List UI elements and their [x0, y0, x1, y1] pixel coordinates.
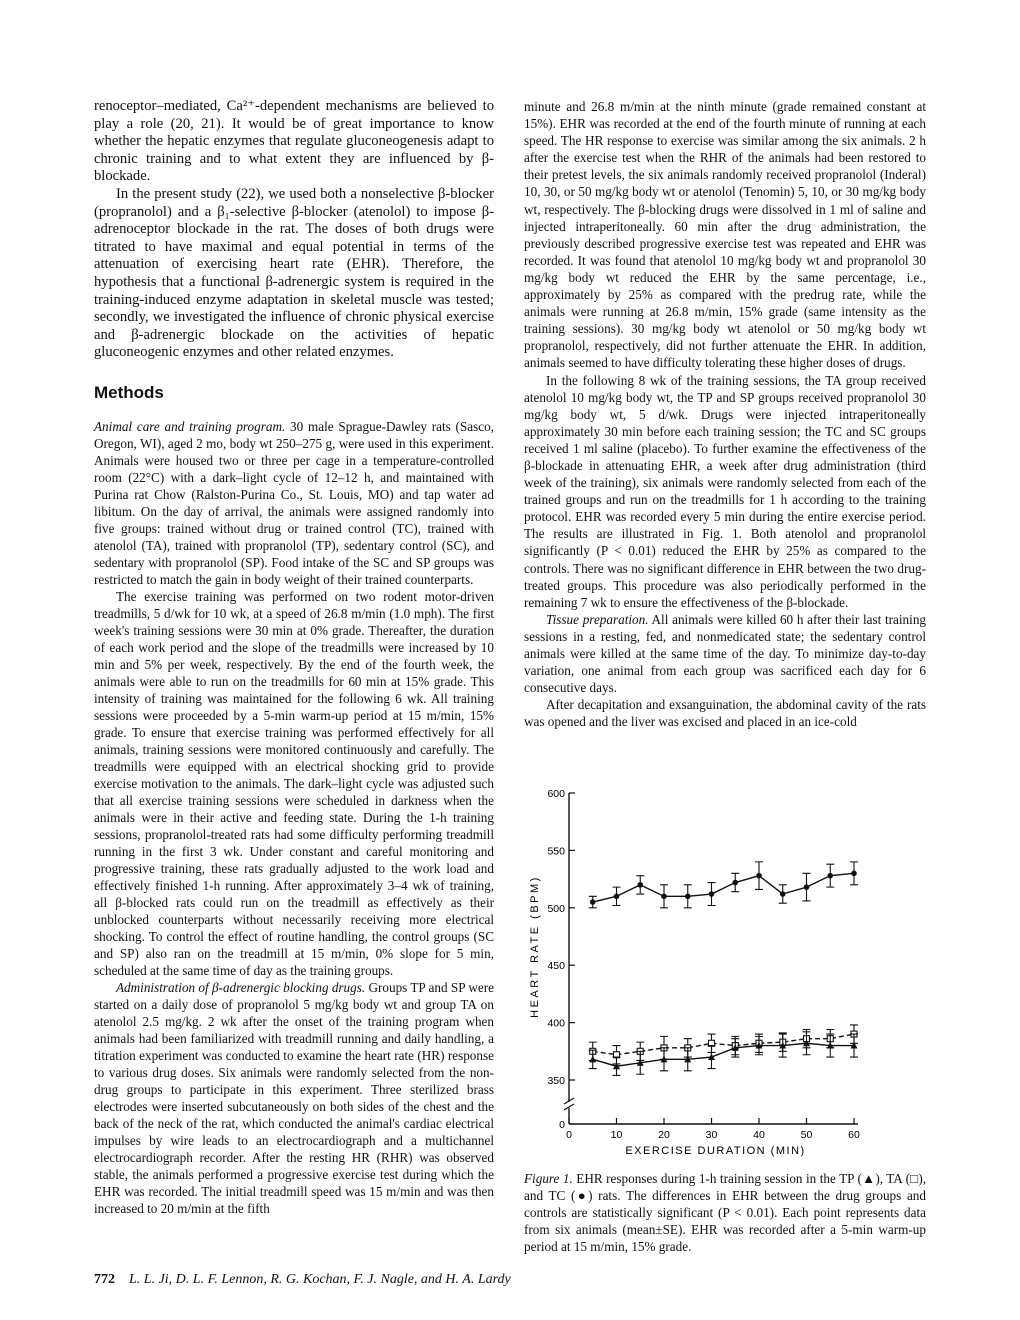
x-tick-label: 60: [848, 1129, 860, 1141]
x-tick-label: 50: [800, 1129, 813, 1141]
y-axis-label: HEART RATE (BPM): [529, 875, 541, 1018]
tissue-body: All animals were killed 60 h after their last training sessions in a resting, fed, and nonmedicated state; the sedentary control animals were killed at the same time of the day. To minimize day-to-day variation, one animal from each group was sacrificed each day for 6 consecutive days.: [524, 611, 927, 696]
admin-runhead: Administration of β-adrenergic blocking drugs.: [116, 979, 366, 995]
right-column: [524, 98, 926, 730]
right-paragraph-1: minute and 26.8 m/min at the ninth minute (grade remained constant at 15%). EHR was recorded at the end of the fourth minute of running at each speed. The HR response to exercise was similar among the six animals. 2 h after the exercise test when the RHR of the animals had been restored to their pretest levels, the six animals randomly received propranolol (Inderal) 10, 30, or 50 mg/kg body wt or atenolol (Tenomin) 5, 10, or 30 mg/kg body wt, respectively. The β-blocking drugs were dissolved in 1 ml of saline and injected intraperitoneally. 60 min after the drug administration, the previously described progressive exercise test was repeated and EHR was recorded. It was found that atenolol 10 mg/kg body wt and propranolol 30 mg/kg body wt reduced the EHR by the same percentage, i.e., approximately by 25% as compared with the predrug rate, while the animals were running at 26.8 m/min, 15% grade (same intensity as the training sessions). 30 mg/kg body wt atenolol or 50 mg/kg body wt propranolol, respectively, did not further attenuate the EHR. In addition, animals seemed to have difficulty tolerating these higher doses of drugs.: [524, 99, 926, 371]
right-paragraph-2: In the following 8 wk of the training sessions, the TA group received atenolol 10 mg/kg body wt, the TP and SP groups received propranolol 30 mg/kg body wt, 5 d/wk. Drugs were injected intraperitoneally approximately 30 min before each training session; the TC and SC groups received 1 ml saline (placebo). To further examine the effectiveness of the β-blockade in attenuating EHR, a week after drug administration (third week of the training), six animals were randomly selected from each of the trained groups and run on the treadmills for 1 h according to the training protocol. EHR was recorded every 5 min during the entire exercise period. The results are illustrated in Fig. 1. Both atenolol and propranolol significantly (P < 0.01) reduced the EHR by 25% as compared to the controls. There was no significant difference in EHR between the two drug-treated groups. This procedure was also periodically performed in the remaining 7 wk to ensure the effectiveness of the β-blockade.: [524, 372, 926, 610]
tissue-paragraph: [524, 611, 926, 696]
y-tick-label: 550: [547, 845, 565, 858]
data-point-tc: [827, 873, 833, 879]
animal-care-runhead: Animal care and training program.: [94, 418, 286, 434]
left-column: [94, 98, 494, 1217]
data-point-tc: [709, 891, 715, 897]
y-tick-label: 350: [547, 1075, 565, 1087]
animal-care-body: 30 male Sprague-Dawley rats (Sasco, Oregon, WI), aged 2 mo, body wt 250–275 g, were used in this experiment. Animals were housed two or three per cage in a temperature-controlled room (22°C) with a dark–light cycle of 12–12 h, and maintained with Purina rat Chow (Ralston-Purina Co., St. Louis, MO) and tap water ad libitum. On the day of arrival, the animals were assigned randomly into five groups: trained without drug or trained control (TC), trained with atenolol (TA), trained with propranolol (TP), sedentary control (SC), and sedentary with propranolol (SP). Food intake of the SC and SP groups was restricted to match the gain in body weight of their trained counterparts.: [94, 418, 494, 587]
data-point-tc: [756, 873, 762, 879]
x-tick-label: 10: [610, 1129, 623, 1141]
caption-label: Figure 1.: [524, 1171, 573, 1186]
figure-1: [524, 780, 926, 1170]
data-point-tc: [851, 871, 857, 877]
y-tick-label: 0: [559, 1119, 565, 1131]
page-number: 772: [94, 1272, 115, 1287]
data-point-tc: [637, 882, 643, 888]
data-point-tc: [780, 891, 786, 897]
series-line-tp: [593, 1043, 854, 1066]
series-line-tc: [593, 873, 854, 902]
x-tick-label: 20: [658, 1129, 670, 1141]
animal-care-paragraph: [94, 418, 494, 588]
footer-authors: L. L. Ji, D. L. F. Lennon, R. G. Kochan, F. J. Nagle, and H. A. Lardy: [129, 1272, 511, 1287]
data-point-tc: [590, 899, 596, 905]
tissue-runhead: Tissue preparation.: [546, 611, 649, 627]
figure-caption: [524, 1170, 926, 1255]
right-paragraph-4: After decapitation and exsanguination, the abdominal cavity of the rats was opened and the liver was excised and placed in an ice-cold: [524, 697, 926, 730]
data-point-tc: [661, 894, 667, 900]
y-tick-label: 500: [547, 902, 565, 915]
caption-text: EHR responses during 1-h training session in the TP (▲), TA (□), and TC (●) rats. The differences in EHR between the drug groups and controls are statistically significant (P < 0.01). Each point represents data from six animals (mean±SE). EHR was recorded after a 5-min warm-up period at 15 m/min, 15% grade.: [524, 1171, 927, 1254]
data-point-tc: [804, 884, 810, 890]
x-tick-label: 40: [753, 1129, 765, 1141]
x-tick-label: 0: [566, 1129, 572, 1141]
intro-paragraph-2: In the present study (22), we used both a nonselective β-blocker (propranolol) and a β₁-selective β-blocker (atenolol) to impose β-adrenoceptor blockade in the rat. The doses of both drugs were titrated to have maximal and equal potential in terms of the attenuation of exercising heart rate (EHR). Therefore, the hypothesis that a functional β-adrenergic system is required in the training-induced enzyme adaptation in skeletal muscle was tested; secondly, we investigated the influence of chronic physical exercise and β-adrenergic blockade on the activities of hepatic gluconeogenic enzymes and other related enzymes.: [94, 185, 494, 361]
intro-paragraph-1: renoceptor–mediated, Ca²⁺-dependent mechanisms are believed to play a role (20, 21). It would be of great importance to know whether the hepatic enzymes that regulate gluconeogenesis adapt to chronic training and to what extent they are influenced by β-blockade.: [94, 98, 494, 185]
data-point-tc: [685, 894, 691, 900]
y-tick-label: 450: [547, 960, 565, 973]
y-tick-label: 400: [547, 1017, 565, 1030]
data-point-tc: [732, 880, 738, 886]
x-tick-label: 30: [705, 1129, 718, 1141]
data-point-tp: [589, 1056, 596, 1063]
ehr-chart: [524, 780, 926, 1170]
y-tick-label: 600: [547, 788, 565, 800]
admin-paragraph: [94, 979, 494, 1217]
methods-heading: Methods: [94, 382, 164, 402]
page-footer: [94, 1272, 511, 1288]
x-axis-label: EXERCISE DURATION (MIN): [625, 1145, 806, 1157]
training-paragraph: The exercise training was performed on two rodent motor-driven treadmills, 5 d/wk for 10 wk, at a speed of 26.8 m/min (1.0 mph). The first week's training sessions were 30 min at 0% grade. Thereafter, the duration of each work period and the slope of the treadmills were increased by 10 min and 5% per week, respectively. By the end of the fourth week, the animals were able to run on the treadmills for 60 min at 15% grade. This intensity of training was maintained for the following 6 wk. All training sessions were proceeded by a 5-min warm-up period at 15 m/min, 15% grade. To ensure that exercise training was performed effectively for all animals, training sessions were monitored continuously and carefully. The treadmills were equipped with an electrical shocking grid to provide exercise motivation to the animals. The dark–light cycle was adjusted such that all exercise training sessions were scheduled in darkness when the animals were in their active and feeding state. During the 1-h training sessions, propranolol-treated rats had some difficulty performing treadmill running in the first 3 wk. Under constant and careful monitoring and progressive training, these rats gradually adjusted to the work load and effectively finished 1-h running. After approximately 3–4 wk of training, all β-blocked rats could run on the treadmill as effectively as their unblocked counterparts without necessarily receiving more electrical shocking. To control the effect of routine handling, the control groups (SC and SP) also ran on the treadmill at 15 m/min, 0% slope for 5 min, scheduled at the same time of day as the training groups.: [94, 588, 494, 978]
admin-body: Groups TP and SP were started on a daily dose of propranolol 5 mg/kg body wt and group TA on atenolol 2.5 mg/kg. 2 wk after the onset of the training program when animals had been familiarized with treadmill running and daily handling, a titration experiment was conducted to examine the heart rate (HR) response to various drug doses. Six animals were randomly selected from the non-drug groups to participate in this experiment. Three sterilized brass electrodes were inserted subcutaneously on both sides of the chest and the back of the neck of the rat, which conducted the animal's cardiac electrical impulses by wire leads to an electrocardiograph and a multichannel electrocardiograph recorder. After the resting HR (RHR) was observed stable, the animals performed a progressive exercise test during which the EHR was recorded. The initial treadmill speed was 15 m/min and was then increased to 20 m/min at the fifth: [94, 979, 494, 1216]
data-point-tc: [614, 894, 620, 900]
